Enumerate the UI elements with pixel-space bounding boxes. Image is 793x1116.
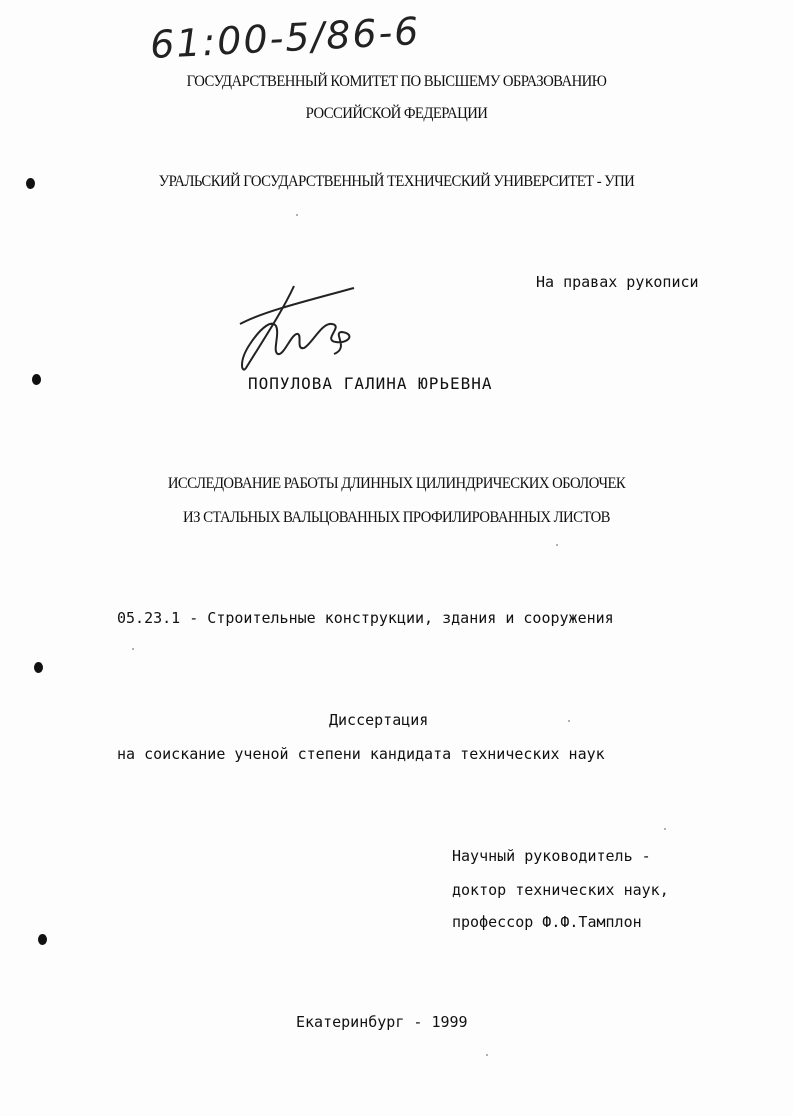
supervisor-name: профессор Ф.Ф.Тамплон	[452, 913, 642, 931]
university-name: УРАЛЬСКИЙ ГОСУДАРСТВЕННЫЙ ТЕХНИЧЕСКИЙ УНИВЕРСИТЕТ - УПИ	[158, 173, 635, 190]
scan-speck	[556, 544, 558, 546]
title-line-2: ИЗ СТАЛЬНЫХ ВАЛЬЦОВАННЫХ ПРОФИЛИРОВАННЫХ ЛИСТОВ	[183, 509, 610, 526]
city-year: Екатеринбург - 1999	[296, 1013, 468, 1031]
manuscript-note: На правах рукописи	[536, 273, 699, 291]
title-line-1: ИССЛЕДОВАНИЕ РАБОТЫ ДЛИННЫХ ЦИЛИНДРИЧЕСКИХ ОБОЛОЧЕК	[167, 475, 626, 492]
binding-hole-mark	[38, 934, 47, 945]
scan-speck	[568, 720, 570, 722]
specialty-code: 05.23.1 - Строительные конструкции, здания и сооружения	[117, 609, 614, 627]
scan-speck	[296, 214, 298, 216]
binding-hole-mark	[26, 178, 35, 189]
binding-hole-mark	[32, 374, 41, 385]
scan-speck	[486, 1054, 488, 1056]
binding-hole-mark	[34, 662, 43, 673]
handwritten-archive-code: 61:00-5/86-6	[149, 8, 422, 68]
supervisor-role: Научный руководитель -	[452, 847, 651, 865]
committee-line-2: РОССИЙСКОЙ ФЕДЕРАЦИИ	[305, 105, 488, 122]
author-name: ПОПУЛОВА ГАЛИНА ЮРЬЕВНА	[248, 374, 493, 393]
supervisor-degree: доктор технических наук,	[452, 881, 669, 899]
degree-statement: на соискание ученой степени кандидата технических наук	[117, 745, 605, 763]
signature-icon	[232, 282, 362, 374]
scan-speck	[132, 648, 134, 650]
dissertation-label: Диссертация	[329, 711, 429, 729]
scan-speck	[664, 828, 666, 830]
committee-line-1: ГОСУДАРСТВЕННЫЙ КОМИТЕТ ПО ВЫСШЕМУ ОБРАЗОВАНИЮ	[186, 73, 607, 90]
